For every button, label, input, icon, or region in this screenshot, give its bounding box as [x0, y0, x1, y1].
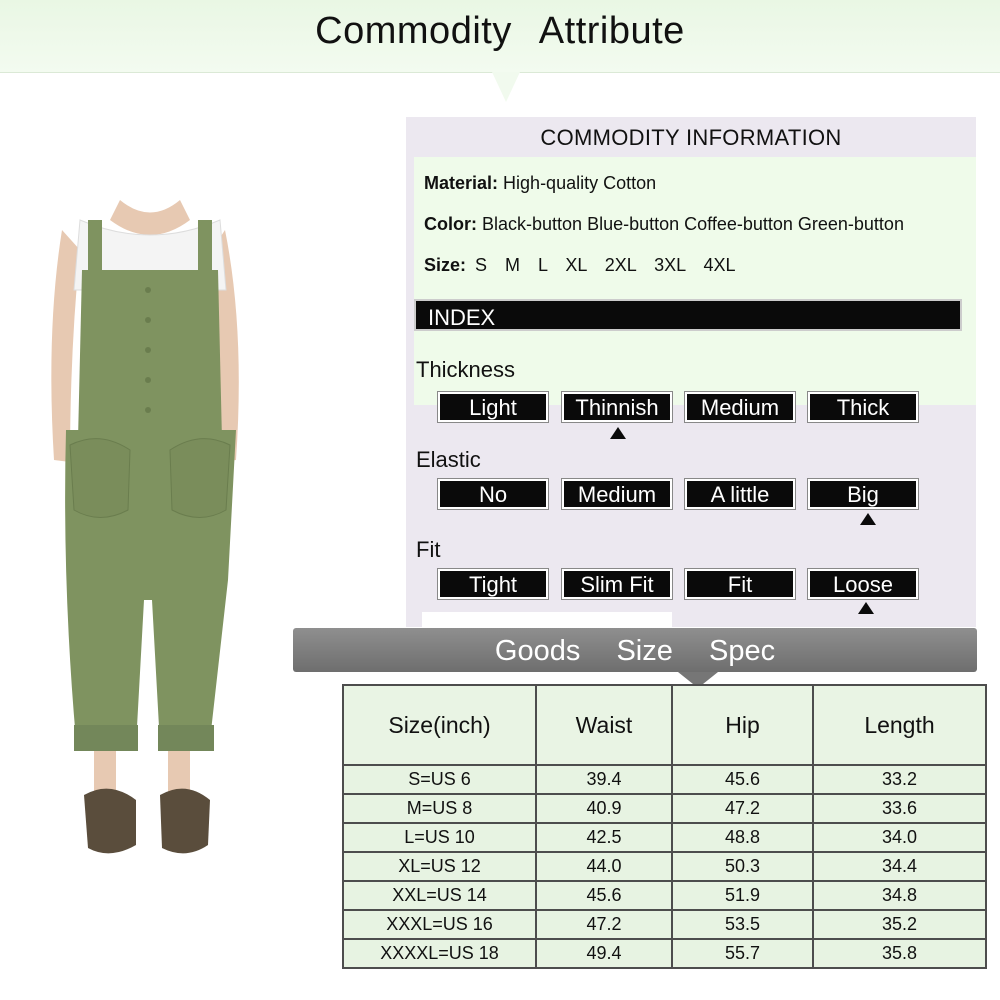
column-header-hip: Hip — [672, 685, 813, 765]
material-label: Material: — [424, 173, 499, 193]
table-row — [343, 910, 986, 939]
thickness-label: Thickness — [416, 357, 516, 382]
waist-cell: 47.2 — [536, 910, 672, 939]
fit-option-tight: Tight — [438, 569, 548, 599]
length-cell: 34.0 — [813, 823, 986, 852]
table-row — [343, 939, 986, 968]
fit-option-slim-fit: Slim Fit — [562, 569, 672, 599]
color-line — [424, 214, 904, 235]
thickness-option-thick: Thick — [808, 392, 918, 422]
material-value: High-quality Cotton — [503, 173, 657, 193]
hip-cell: 50.3 — [672, 852, 813, 881]
waist-cell: 39.4 — [536, 765, 672, 794]
size-table — [342, 684, 987, 969]
length-cell: 35.8 — [813, 939, 986, 968]
fit-option-loose: Loose — [808, 569, 918, 599]
column-header-length: Length — [813, 685, 986, 765]
commodity-info-title: COMMODITY INFORMATION — [406, 117, 976, 157]
size-cell: XXXL=US 16 — [343, 910, 536, 939]
table-row — [343, 765, 986, 794]
table-row — [343, 794, 986, 823]
color-value: Black-button Blue-button Coffee-button Green-button — [482, 214, 904, 234]
hip-cell: 53.5 — [672, 910, 813, 939]
length-cell: 35.2 — [813, 910, 986, 939]
thickness-option-medium: Medium — [685, 392, 795, 422]
page-title: Commodity Attribute — [315, 10, 685, 52]
table-row — [343, 823, 986, 852]
column-header-size: Size(inch) — [343, 685, 536, 765]
commodity-info-panel — [406, 117, 976, 627]
waist-cell: 45.6 — [536, 881, 672, 910]
hip-cell: 45.6 — [672, 765, 813, 794]
size-cell: XL=US 12 — [343, 852, 536, 881]
length-cell: 33.6 — [813, 794, 986, 823]
size-label: Size: — [424, 255, 467, 275]
length-cell: 34.8 — [813, 881, 986, 910]
material-line — [424, 173, 656, 194]
size-spec-title: Goods Size Spec — [293, 628, 977, 672]
elastic-label: Elastic — [416, 447, 481, 472]
size-cell: XXXXL=US 18 — [343, 939, 536, 968]
panel-gap — [422, 612, 672, 627]
elastic-option-a-little: A little — [685, 479, 795, 509]
fit-selected-marker — [858, 602, 874, 614]
size-cell: M=US 8 — [343, 794, 536, 823]
size-cell: L=US 10 — [343, 823, 536, 852]
waist-cell: 44.0 — [536, 852, 672, 881]
size-cell: XXL=US 14 — [343, 881, 536, 910]
fit-option-fit: Fit — [685, 569, 795, 599]
product-model-image — [40, 180, 260, 880]
thickness-option-thinnish: Thinnish — [562, 392, 672, 422]
size-cell: S=US 6 — [343, 765, 536, 794]
hip-cell: 47.2 — [672, 794, 813, 823]
waist-cell: 42.5 — [536, 823, 672, 852]
index-bar: INDEX — [414, 299, 962, 331]
length-cell: 33.2 — [813, 765, 986, 794]
length-cell: 34.4 — [813, 852, 986, 881]
fit-label: Fit — [416, 537, 441, 562]
table-row — [343, 852, 986, 881]
table-row — [343, 881, 986, 910]
hip-cell: 48.8 — [672, 823, 813, 852]
header-notch — [492, 72, 520, 102]
waist-cell: 49.4 — [536, 939, 672, 968]
size-value: S M L XL 2XL 3XL 4XL — [475, 255, 736, 275]
elastic-option-no: No — [438, 479, 548, 509]
thickness-option-light: Light — [438, 392, 548, 422]
hip-cell: 51.9 — [672, 881, 813, 910]
elastic-option-big: Big — [808, 479, 918, 509]
waist-cell: 40.9 — [536, 794, 672, 823]
elastic-option-medium: Medium — [562, 479, 672, 509]
thickness-selected-marker — [610, 427, 626, 439]
hip-cell: 55.7 — [672, 939, 813, 968]
column-header-waist: Waist — [536, 685, 672, 765]
elastic-selected-marker — [860, 513, 876, 525]
color-label: Color: — [424, 214, 477, 234]
size-line — [424, 255, 735, 276]
size-table-header-row — [343, 685, 986, 765]
